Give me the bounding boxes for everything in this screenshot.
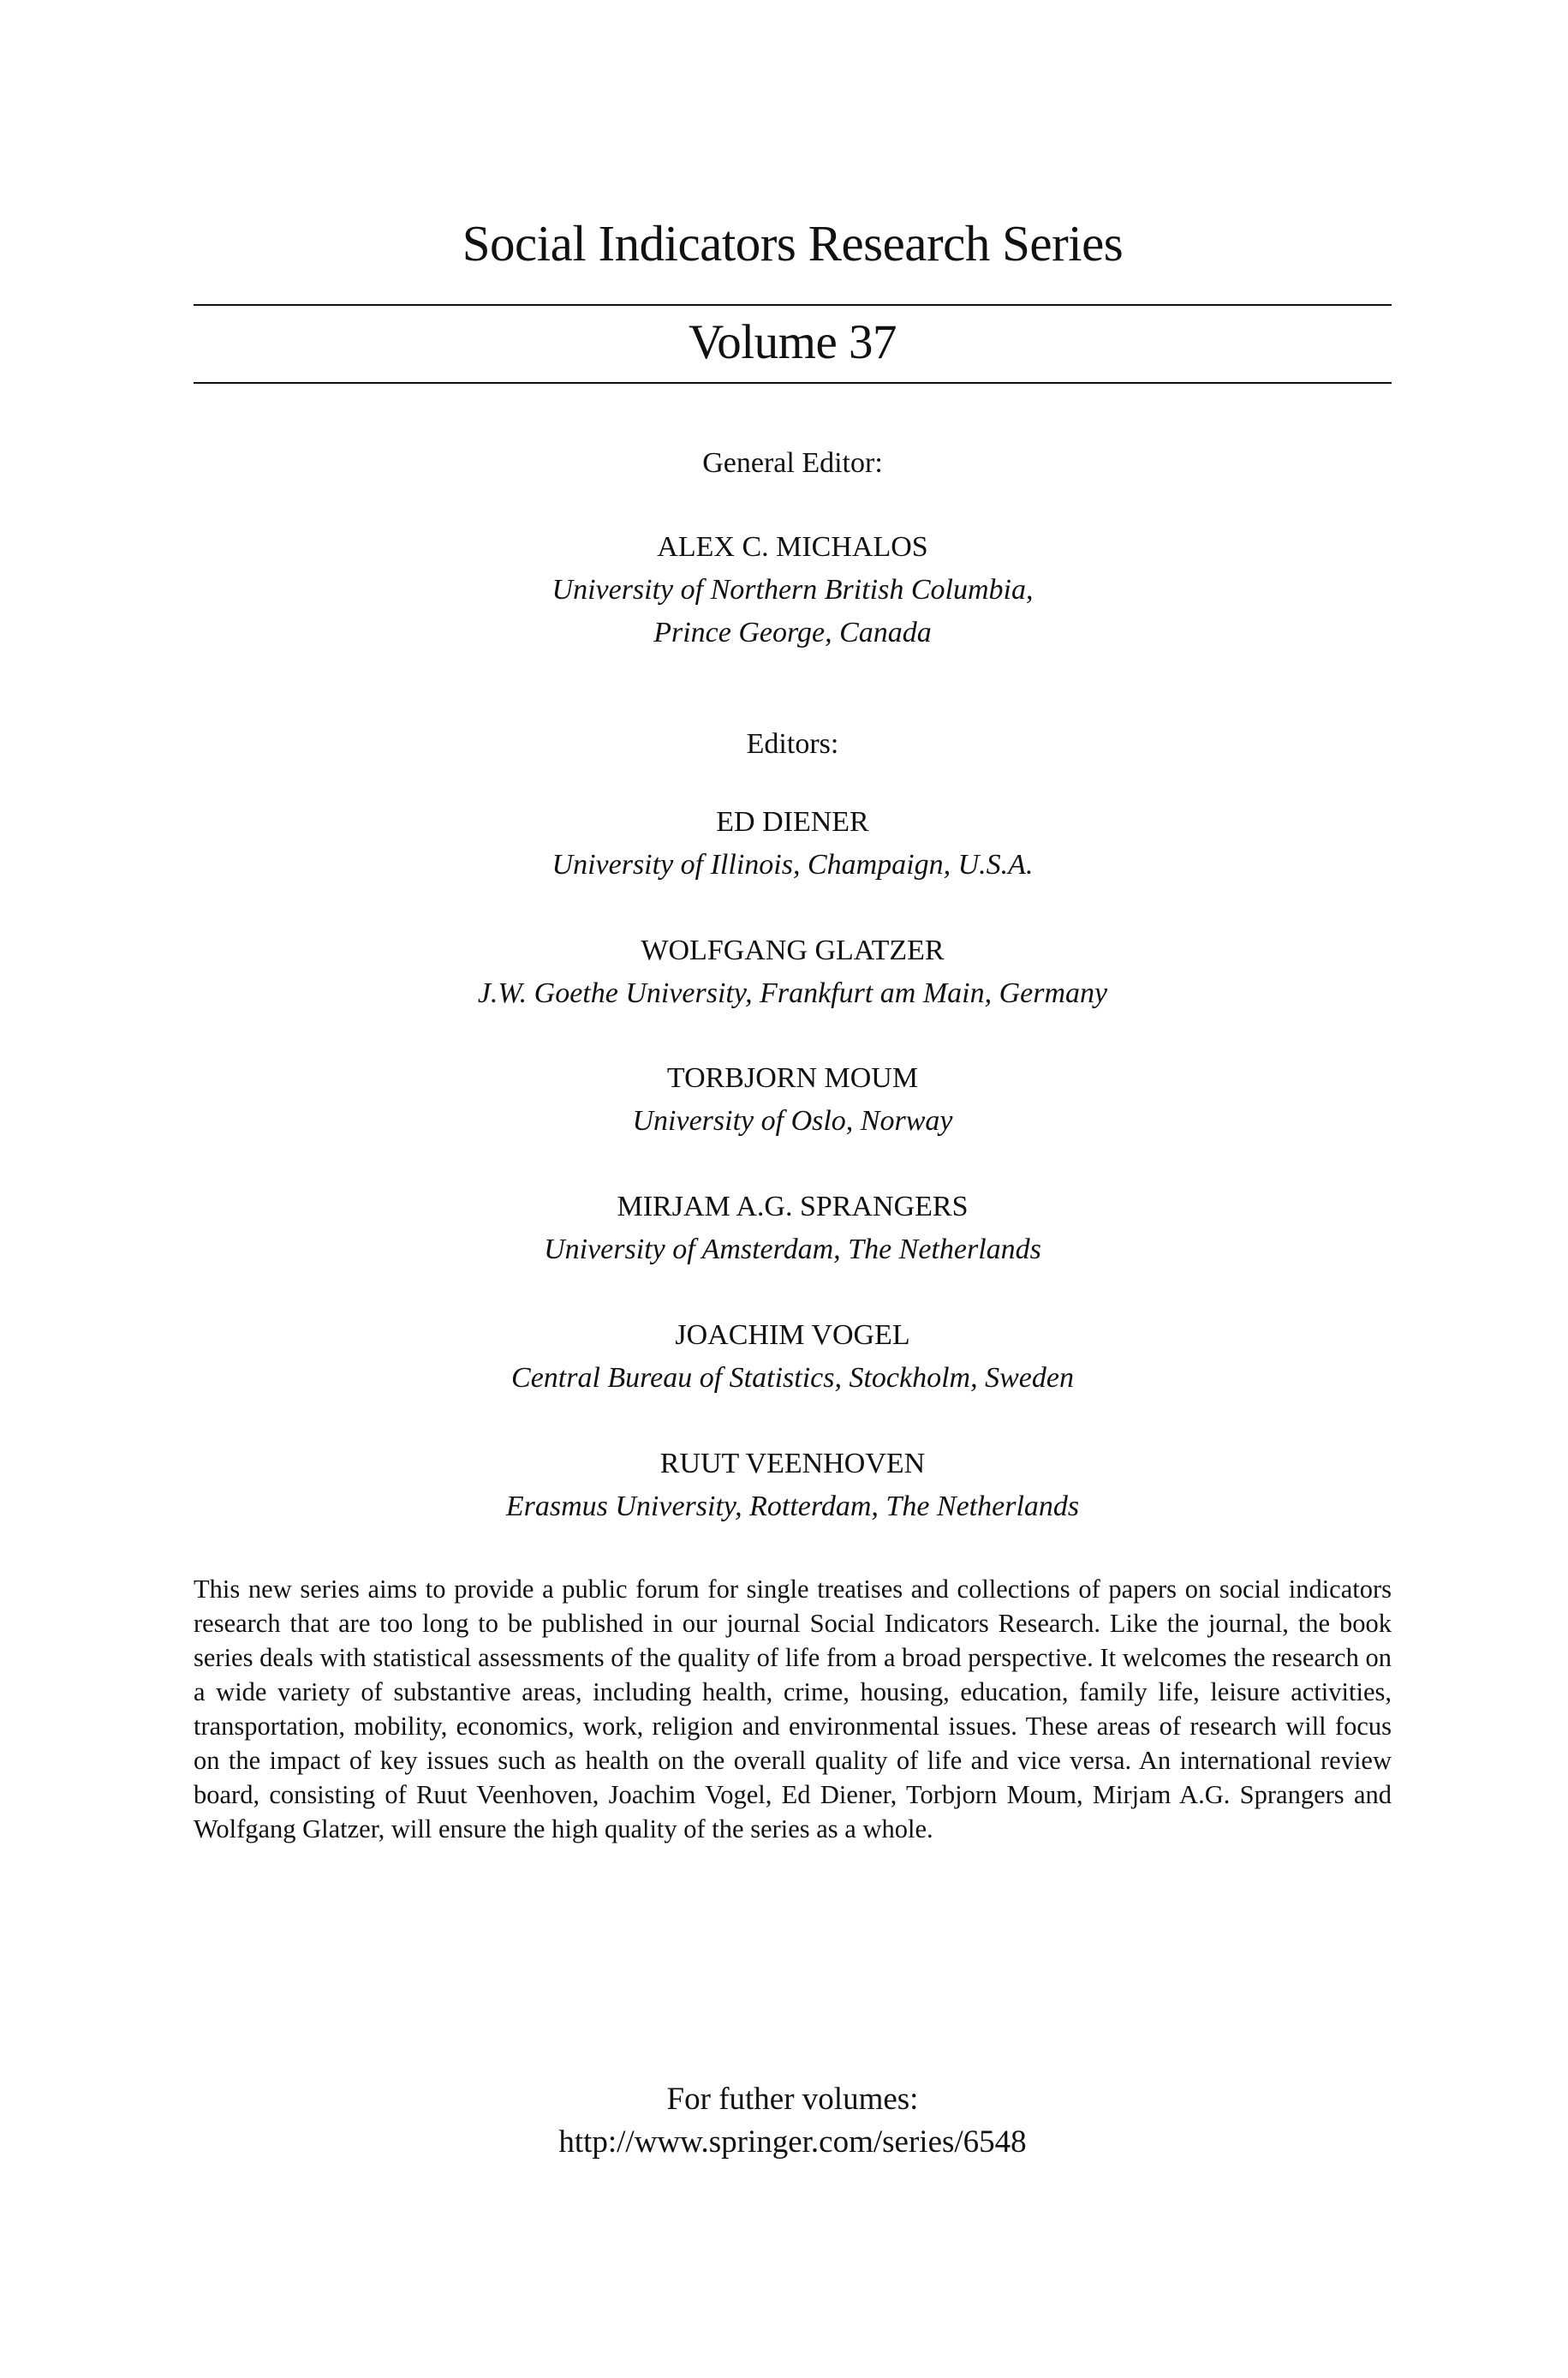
general-editor-affiliation-line1: University of Northern British Columbia, bbox=[551, 574, 1034, 606]
general-editor-name: ALEX C. MICHALOS bbox=[657, 531, 928, 563]
editor-affiliation: University of Amsterdam, The Netherlands bbox=[544, 1234, 1041, 1265]
further-volumes-label: For futher volumes: bbox=[666, 2082, 919, 2117]
editor-affiliation: Erasmus University, Rotterdam, The Netherlands bbox=[505, 1491, 1080, 1522]
editor-entry bbox=[194, 1186, 1392, 1271]
editor-name: WOLFGANG GLATZER bbox=[641, 935, 945, 966]
further-volumes bbox=[194, 2078, 1392, 2164]
editors-label-text: Editors: bbox=[746, 728, 839, 760]
editor-name: ED DIENER bbox=[716, 806, 869, 838]
editors-label bbox=[194, 723, 1392, 766]
editor-affiliation: University of Illinois, Champaign, U.S.A. bbox=[551, 849, 1034, 881]
series-url[interactable]: http://www.springer.com/series/6548 bbox=[558, 2124, 1027, 2160]
editor-entry bbox=[194, 929, 1392, 1015]
editor-entry bbox=[194, 801, 1392, 887]
editor-name: JOACHIM VOGEL bbox=[675, 1319, 910, 1351]
editor-entry bbox=[194, 1057, 1392, 1143]
general-editor-affiliation-line2: Prince George, Canada bbox=[653, 617, 932, 648]
editor-name: MIRJAM A.G. SPRANGERS bbox=[617, 1191, 969, 1222]
editor-affiliation: Central Bureau of Statistics, Stockholm, Sweden bbox=[511, 1362, 1074, 1394]
volume-number: Volume 37 bbox=[688, 315, 897, 369]
bottom-rule bbox=[194, 382, 1392, 384]
editor-affiliation: J.W. Goethe University, Frankfurt am Main, Germany bbox=[477, 977, 1108, 1009]
general-editor bbox=[194, 526, 1392, 654]
editor-entry bbox=[194, 1443, 1392, 1528]
editor-name: RUUT VEENHOVEN bbox=[659, 1448, 926, 1479]
general-editor-label bbox=[194, 442, 1392, 485]
editor-name: TORBJORN MOUM bbox=[666, 1062, 919, 1094]
editor-entry bbox=[194, 1314, 1392, 1400]
general-editor-label-text: General Editor: bbox=[702, 447, 883, 479]
editor-affiliation: University of Oslo, Norway bbox=[632, 1105, 953, 1137]
top-rule bbox=[194, 304, 1392, 306]
series-title: Social Indicators Research Series bbox=[462, 215, 1124, 272]
series-description: This new series aims to provide a public forum for single treatises and collections of papers on social indicators research that are too long to be published in our journal Social Indicators Research. Like the journal, the book series deals with statistical assessments of the quality of life from a broad perspective. It welcomes the research on a wide variety of substantive areas, including health, crime, housing, education, family life, leisure activities, transportation, mobility, economics, work, religion and environmental issues. These areas of research will focus on the impact of key issues such as health on the overall quality of life and vice versa. An international review board, consisting of Ruut Veenhoven, Joachim Vogel, Ed Diener, Torbjorn Moum, Mirjam A.G. Sprangers and Wolfgang Glatzer, will ensure the high quality of the series as a whole. bbox=[194, 1574, 1392, 1843]
